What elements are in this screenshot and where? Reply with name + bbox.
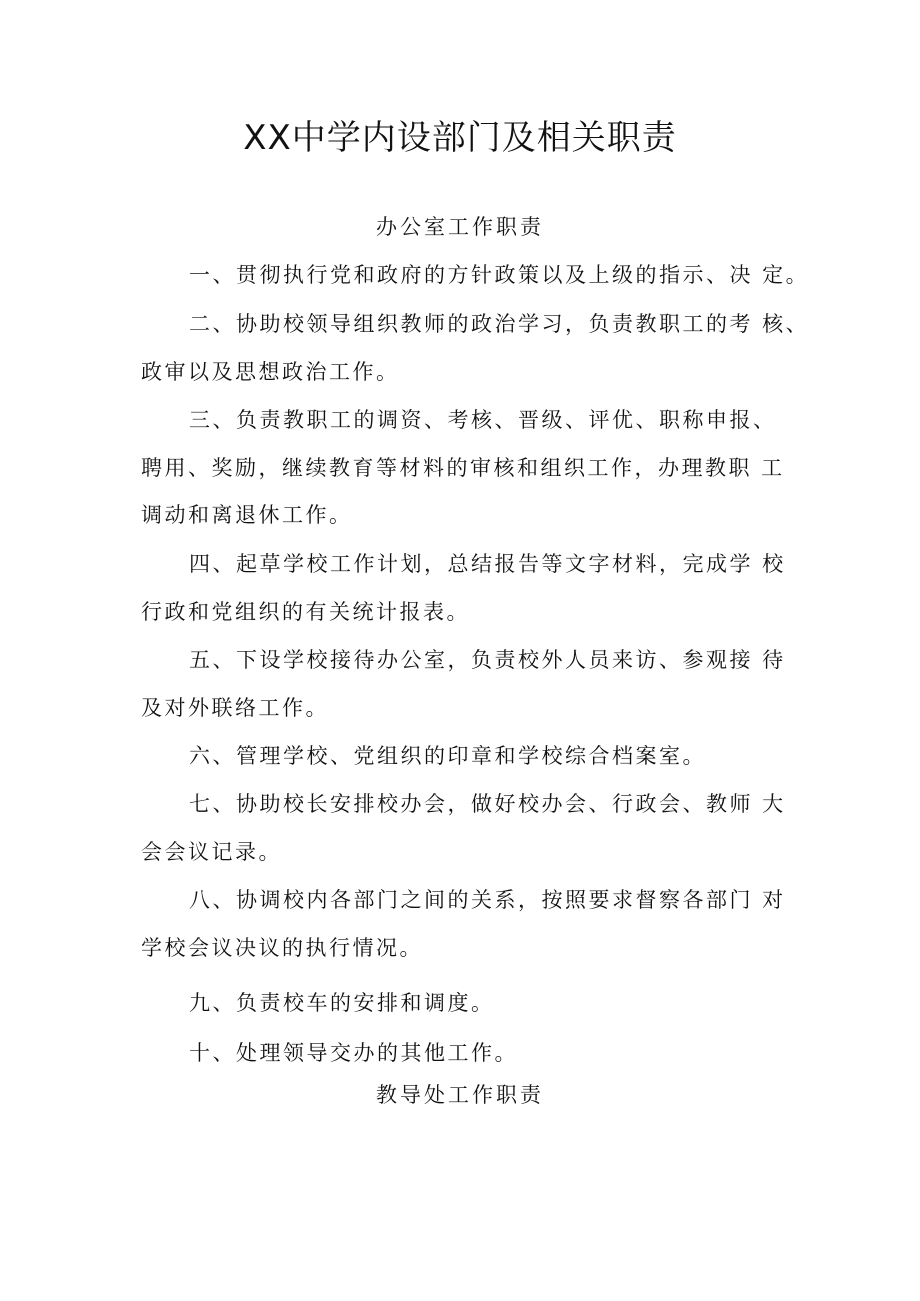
paragraph-line: 四、起草学校工作计划，总结报告等文字材料，完成学 校 — [189, 552, 786, 576]
paragraph-line: 九、负责校车的安排和调度。 — [189, 991, 495, 1015]
paragraph-line: 聘用、奖励，继续教育等材料的审核和组织工作，办理教职 工 — [141, 456, 785, 480]
section-heading-academic-affairs: 教导处工作职责 — [376, 1083, 544, 1107]
paragraph-line: 行政和党组织的有关统计报表。 — [141, 600, 470, 624]
paragraph-line: 三、负责教职工的调资、考核、晋级、评优、职称申报、 — [189, 408, 777, 432]
paragraph-line: 十、处理领导交办的其他工作。 — [189, 1041, 518, 1065]
paragraph-line: 政审以及思想政治工作。 — [141, 360, 400, 384]
paragraph-line: 八、协调校内各部门之间的关系，按照要求督察各部门 对 — [189, 888, 786, 912]
paragraph-line: 一、贯彻执行党和政府的方针政策以及上级的指示、决 定。 — [189, 263, 810, 287]
paragraph-line: 及对外联络工作。 — [141, 696, 329, 720]
paragraph-line: 二、协助校领导组织教师的政治学习，负责教职工的考 核、 — [189, 312, 810, 336]
section-heading-office: 办公室工作职责 — [376, 215, 544, 239]
paragraph-line: 会会议记录。 — [141, 840, 282, 864]
paragraph-line: 七、协助校长安排校办会，做好校办会、行政会、教师 大 — [189, 792, 786, 816]
paragraph-line: 六、管理学校、党组织的印章和学校综合档案室。 — [189, 744, 706, 768]
paragraph-line: 五、下设学校接待办公室，负责校外人员来访、参观接 待 — [189, 648, 786, 672]
document-title: XX中学内设部门及相关职责 — [243, 118, 677, 158]
paragraph-line: 学校会议决议的执行情况。 — [141, 936, 423, 960]
paragraph-line: 调动和离退休工作。 — [141, 503, 353, 527]
